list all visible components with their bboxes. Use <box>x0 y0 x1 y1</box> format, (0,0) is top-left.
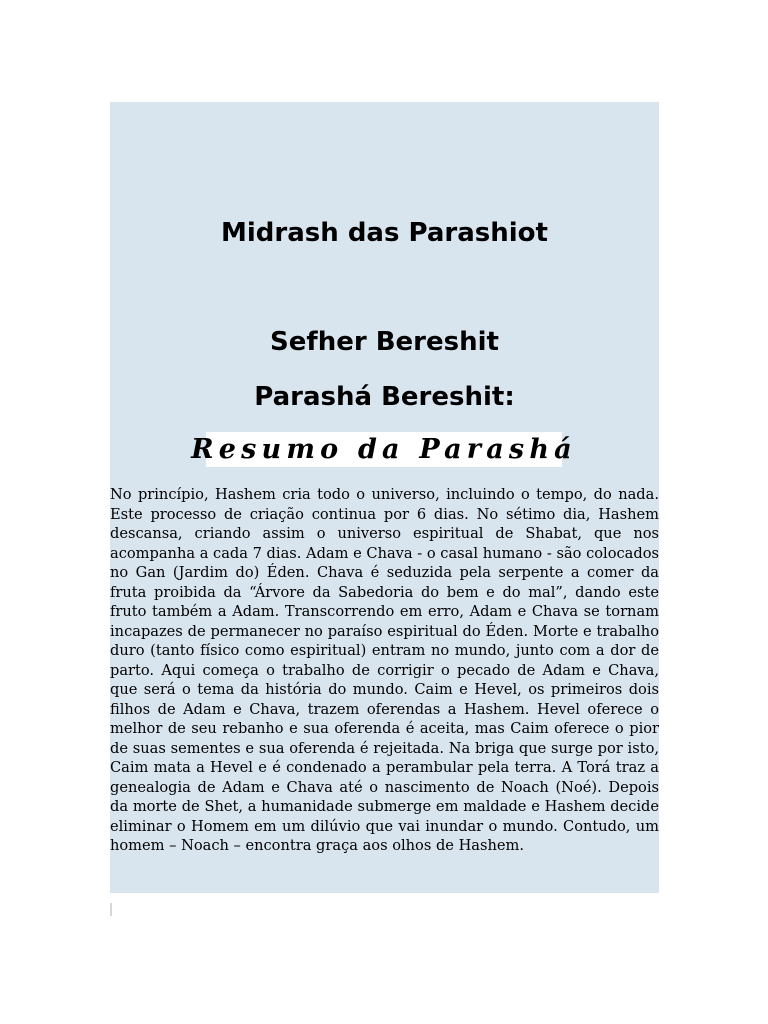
text-cursor <box>110 903 112 916</box>
summary-banner <box>191 432 577 467</box>
parasha-heading: Parashá Bereshit: <box>254 382 515 412</box>
summary-paragraph[interactable]: No princípio, Hashem cria todo o universo, incluindo o tempo, do nada. Este processo de criação continua por 6 dias. No sétimo dia, Hashem descansa, criando assim o universo espiritual de Shabat, que nos acompanha a cada 7 dias. Adam e Chava - o casal humano - são colocados no Gan (Jardim do) Éden. Chava é seduzida pela serpente a comer da fruta proibida da “Árvore da Sabedoria do bem e do mal”, dando este fruto também a Adam. Transcorrendo em erro, Adam e Chava se tornam incapazes de permanecer no paraíso espiritual do Éden. Morte e trabalho duro (tanto físico como espiritual) entram no mundo, junto com a dor de parto. Aqui começa o trabalho de corrigir o pecado de Adam e Chava, que será o tema da história do mundo. Caim e Hevel, os primeiros dois filhos de Adam e Chava, trazem oferendas a Hashem. Hevel oferece o melhor de seu rebanho e sua oferenda é aceita, mas Caim oferece o pior de suas sementes e sua oferenda é rejeitada. Na briga que surge por isto, Caim mata a Hevel e é condenado a perambular pela terra. A Torá traz a genealogia de Adam e Chava até o nascimento de Noach (Noé). Depois da morte de Shet, a humanidade submerge em maldade e Hashem decide eliminar o Homem em um dilúvio que vai inundar o mundo. Contudo, um homem – Noach – encontra graça aos olhos de Hashem. <box>110 486 659 854</box>
summary-banner-text: Resumo da Parashá <box>191 434 577 465</box>
book-heading: Sefher Bereshit <box>270 327 499 357</box>
document-title: Midrash das Parashiot <box>221 218 548 248</box>
